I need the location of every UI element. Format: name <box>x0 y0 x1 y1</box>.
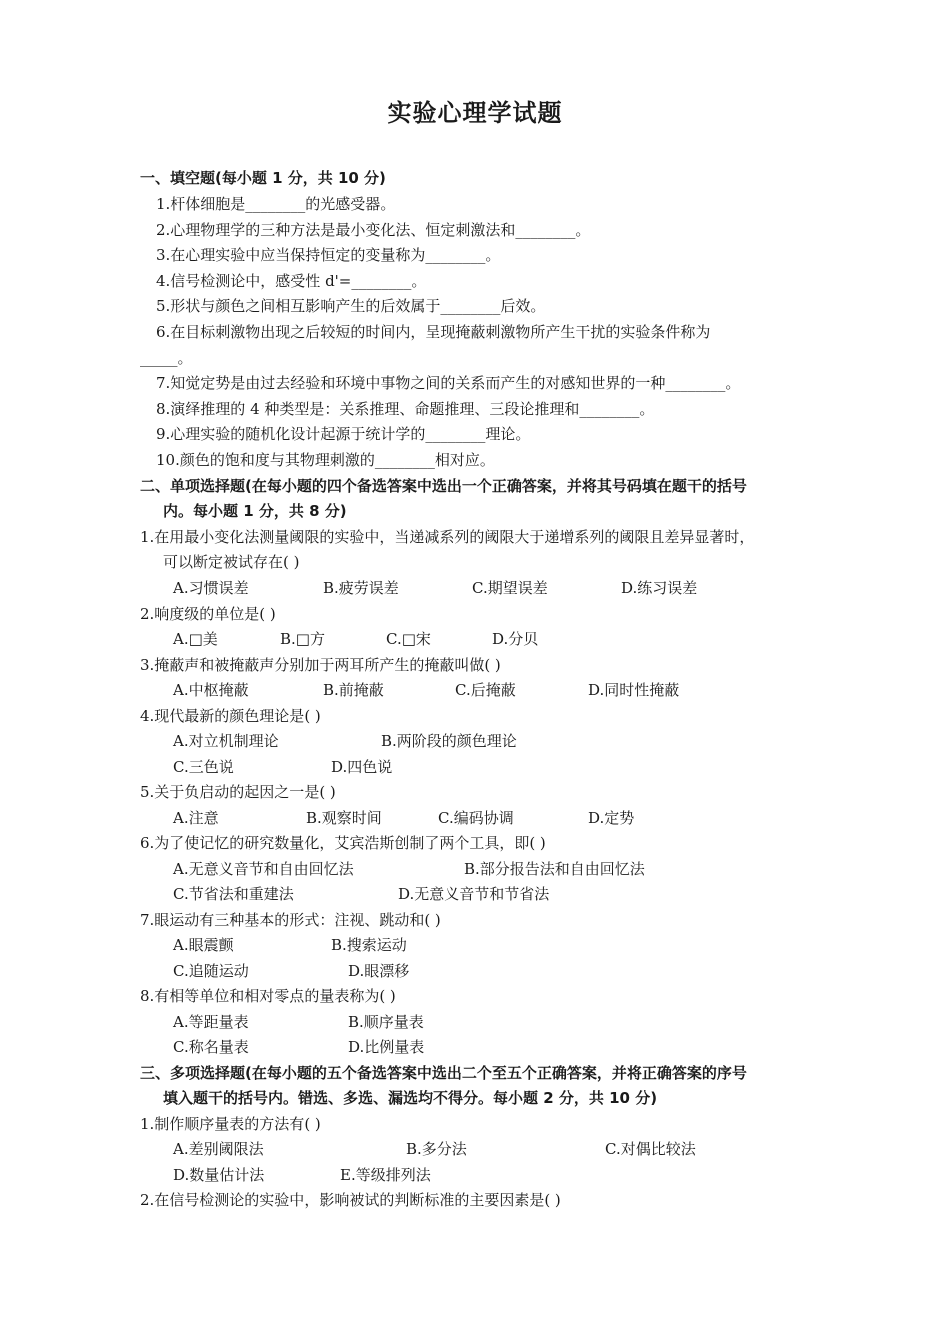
fill-question-9: 9.心理实验的随机化设计起源于统计学的________理论。 <box>156 425 531 443</box>
q8-option-c: C.称名量表 <box>173 1038 249 1056</box>
fill-question-5: 5.形状与颜色之间相互影响产生的后效属于________后效。 <box>156 297 546 315</box>
single-question-3: 3.掩蔽声和被掩蔽声分别加于两耳所产生的掩蔽叫做( ) <box>140 656 501 674</box>
single-question-8: 8.有相等单位和相对零点的量表称为( ) <box>140 987 396 1005</box>
q2-option-b: B.□方 <box>280 630 325 648</box>
mq1-option-b: B.多分法 <box>406 1140 467 1158</box>
fill-question-2: 2.心理物理学的三种方法是最小变化法、恒定刺激法和________。 <box>156 221 591 239</box>
multi-question-1: 1.制作顺序量表的方法有( ) <box>140 1115 321 1133</box>
single-question-5: 5.关于负启动的起因之一是( ) <box>140 783 336 801</box>
q2-option-c: C.□宋 <box>386 630 431 648</box>
q1-option-c: C.期望误差 <box>472 579 548 597</box>
single-question-1-cont: 可以断定被试存在( ) <box>163 553 300 571</box>
q7-option-a: A.眼震颤 <box>173 936 234 954</box>
section2-heading: 二、单项选择题(在每小题的四个备选答案中选出一个正确答案，并将其号码填在题干的括号 <box>140 477 747 495</box>
mq1-option-c: C.对偶比较法 <box>605 1140 696 1158</box>
q2-option-a: A.□美 <box>173 630 218 648</box>
fill-question-8: 8.演绎推理的 4 种类型是：关系推理、命题推理、三段论推理和________。 <box>156 400 655 418</box>
q6-option-a: A.无意义音节和自由回忆法 <box>173 860 354 878</box>
q6-option-d: D.无意义音节和节省法 <box>398 885 550 903</box>
q1-option-a: A.习惯误差 <box>173 579 249 597</box>
q8-option-d: D.比例量表 <box>348 1038 425 1056</box>
q5-option-d: D.定势 <box>588 809 635 827</box>
fill-question-6: 6.在目标刺激物出现之后较短的时间内，呈现掩蔽刺激物所产生干扰的实验条件称为 <box>156 323 711 341</box>
q2-option-d: D.分贝 <box>492 630 539 648</box>
fill-question-6-cont: _____。 <box>140 349 193 367</box>
single-question-1: 1.在用最小变化法测量阈限的实验中，当递减系列的阈限大于递增系列的阈限且差异显著时， <box>140 528 755 546</box>
multi-question-2: 2.在信号检测论的实验中，影响被试的判断标准的主要因素是( ) <box>140 1191 561 1209</box>
single-question-6: 6.为了使记忆的研究数量化，艾宾浩斯创制了两个工具，即( ) <box>140 834 546 852</box>
q1-option-d: D.练习误差 <box>621 579 698 597</box>
q8-option-b: B.顺序量表 <box>348 1013 424 1031</box>
fill-question-10: 10.颜色的饱和度与其物理刺激的________相对应。 <box>156 451 495 469</box>
single-question-4: 4.现代最新的颜色理论是( ) <box>140 707 321 725</box>
q5-option-c: C.编码协调 <box>438 809 514 827</box>
q6-option-b: B.部分报告法和自由回忆法 <box>464 860 645 878</box>
mq1-option-d: D.数量估计法 <box>173 1166 265 1184</box>
q1-option-b: B.疲劳误差 <box>323 579 399 597</box>
mq1-option-e: E.等级排列法 <box>340 1166 431 1184</box>
fill-question-7: 7.知觉定势是由过去经验和环境中事物之间的关系而产生的对感知世界的一种________。 <box>156 374 741 392</box>
section3-heading: 三、多项选择题(在每小题的五个备选答案中选出二个至五个正确答案，并将正确答案的序号 <box>140 1064 747 1082</box>
page-title: 实验心理学试题 <box>387 99 563 127</box>
q4-option-d: D.四色说 <box>331 758 393 776</box>
single-question-2: 2.响度级的单位是( ) <box>140 605 276 623</box>
q8-option-a: A.等距量表 <box>173 1013 249 1031</box>
q3-option-d: D.同时性掩蔽 <box>588 681 680 699</box>
q4-option-b: B.两阶段的颜色理论 <box>381 732 517 750</box>
q4-option-a: A.对立机制理论 <box>173 732 279 750</box>
section1-heading: 一、填空题(每小题 1 分，共 10 分) <box>140 169 386 187</box>
mq1-option-a: A.差别阈限法 <box>173 1140 264 1158</box>
q3-option-c: C.后掩蔽 <box>455 681 516 699</box>
q7-option-b: B.搜索运动 <box>331 936 407 954</box>
section2-heading-cont: 内。每小题 1 分，共 8 分) <box>163 502 347 520</box>
q7-option-d: D.眼漂移 <box>348 962 410 980</box>
q4-option-c: C.三色说 <box>173 758 234 776</box>
fill-question-3: 3.在心理实验中应当保持恒定的变量称为________。 <box>156 246 501 264</box>
q3-option-a: A.中枢掩蔽 <box>173 681 249 699</box>
single-question-7: 7.眼运动有三种基本的形式：注视、跳动和( ) <box>140 911 441 929</box>
fill-question-4: 4.信号检测论中，感受性 d'=________。 <box>156 272 427 290</box>
fill-question-1: 1.杆体细胞是________的光感受器。 <box>156 195 396 213</box>
q5-option-a: A.注意 <box>173 809 219 827</box>
q6-option-c: C.节省法和重建法 <box>173 885 294 903</box>
section3-heading-cont: 填入题干的括号内。错选、多选、漏选均不得分。每小题 2 分，共 10 分) <box>163 1089 658 1107</box>
q3-option-b: B.前掩蔽 <box>323 681 384 699</box>
q7-option-c: C.追随运动 <box>173 962 249 980</box>
q5-option-b: B.观察时间 <box>306 809 382 827</box>
